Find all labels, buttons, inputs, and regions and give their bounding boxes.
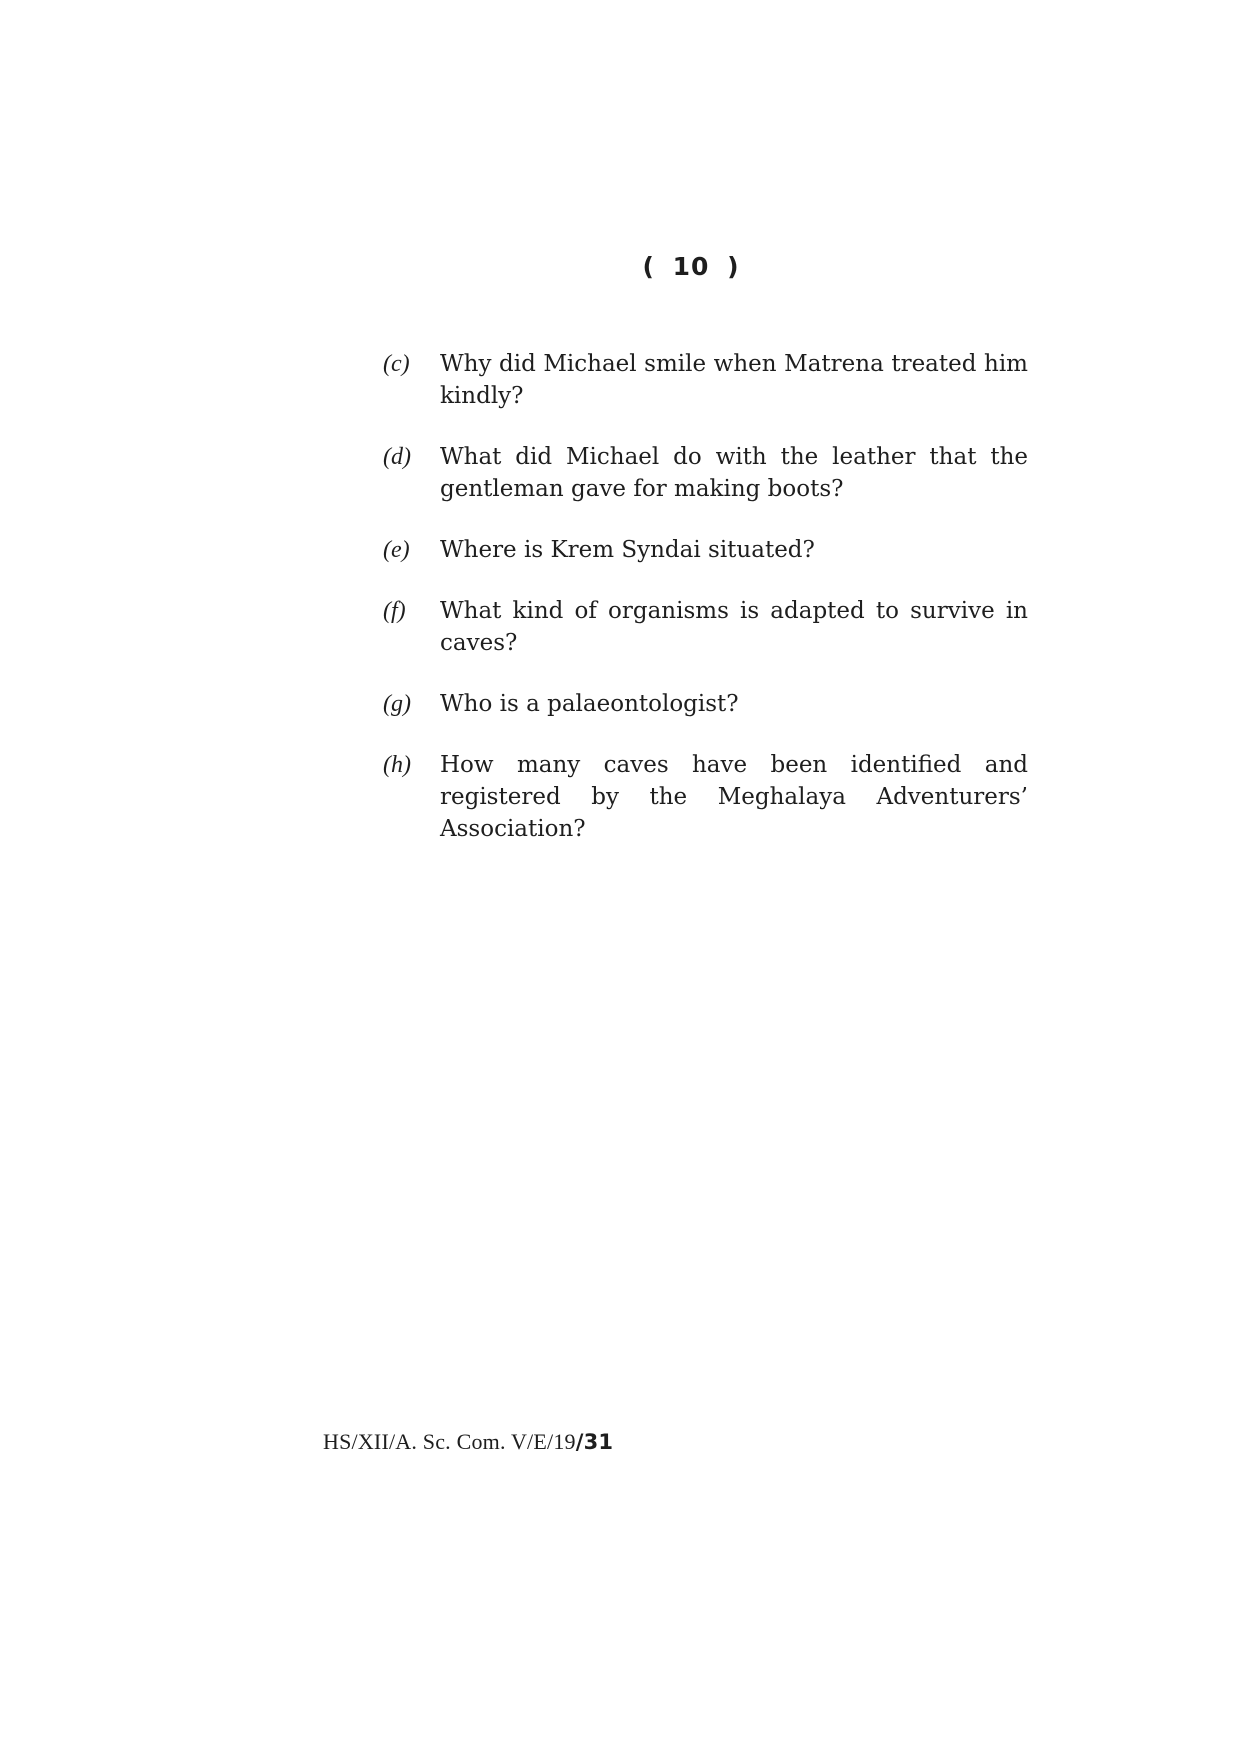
question-list <box>383 348 1028 874</box>
question-text: What did Michael do with the leather that the gentleman gave for making boots? <box>440 444 1028 502</box>
paper-code <box>323 1429 613 1455</box>
question-item-f <box>383 595 1028 659</box>
question-letter: (f) <box>383 598 406 624</box>
question-text: Who is a palaeontologist? <box>440 691 739 717</box>
question-letter: (c) <box>383 351 410 377</box>
question-text: How many caves have been identified and registered by the Meghalaya Adventurers’ Association? <box>440 752 1028 842</box>
question-text: Where is Krem Syndai situated? <box>440 537 815 563</box>
question-letter: (e) <box>383 537 410 563</box>
paper-code-regular: HS/XII/A. Sc. Com. V/E/19 <box>323 1429 576 1454</box>
question-letter: (d) <box>383 444 411 470</box>
question-letter: (g) <box>383 691 411 717</box>
question-letter: (h) <box>383 752 411 778</box>
question-item-d <box>383 441 1028 505</box>
page-number: ( 10 ) <box>642 252 740 281</box>
question-text: Why did Michael smile when Matrena treated him kindly? <box>440 351 1028 409</box>
paper-code-bold: /31 <box>575 1430 614 1454</box>
question-item-g <box>383 688 1028 720</box>
question-item-h <box>383 749 1028 845</box>
question-text: What kind of organisms is adapted to survive in caves? <box>440 598 1028 656</box>
question-item-c <box>383 348 1028 412</box>
question-item-e <box>383 534 1028 566</box>
